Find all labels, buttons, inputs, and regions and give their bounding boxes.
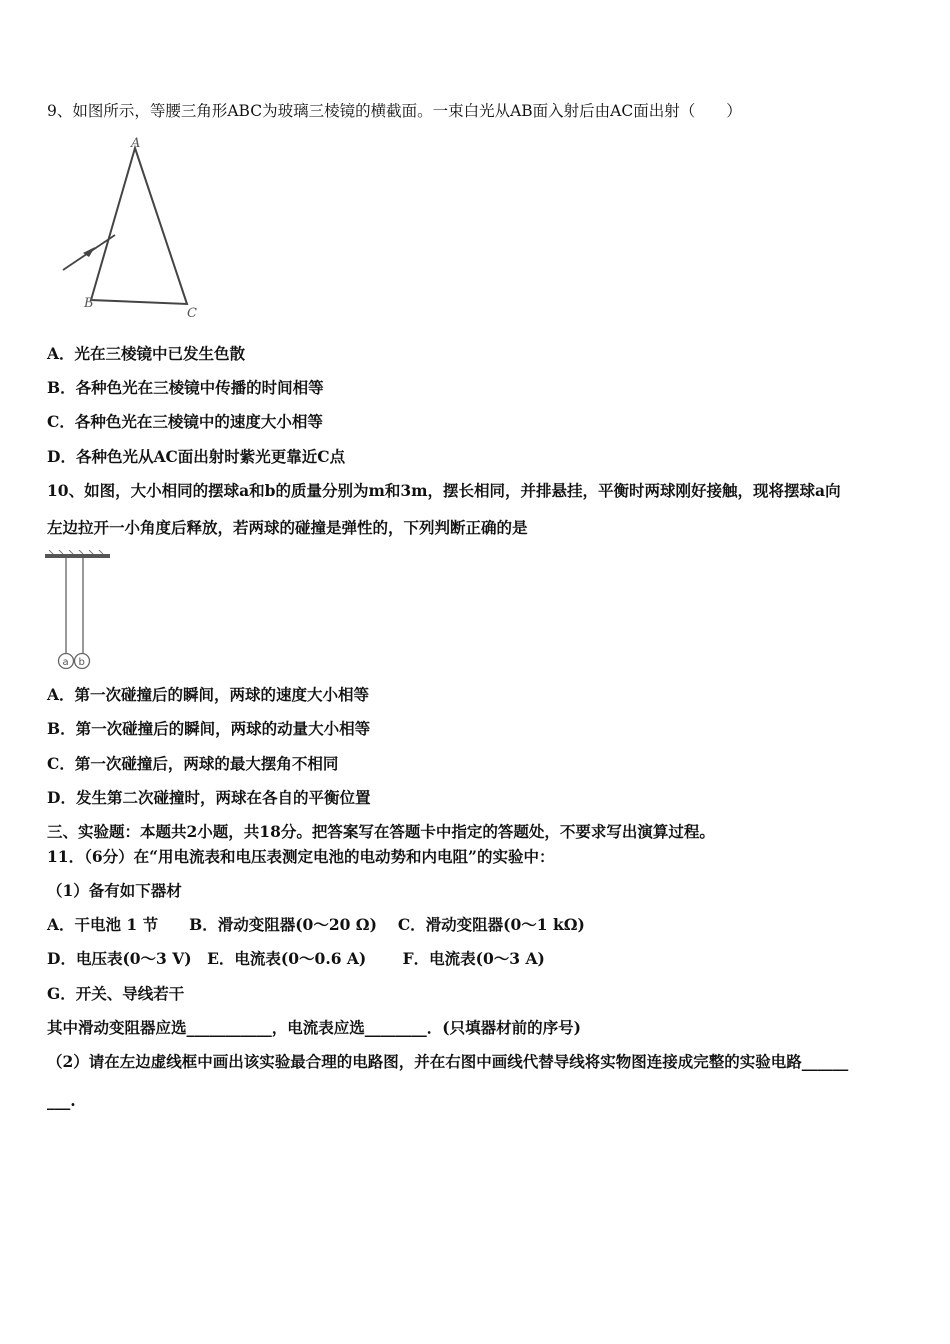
q9-option-c: C．各种色光在三棱镜中的速度大小相等 xyxy=(47,412,323,431)
q11-part2-line2: ___. xyxy=(47,1091,76,1110)
ball-b-label: b xyxy=(78,657,85,668)
q10-option-d: D．发生第二次碰撞时，两球在各自的平衡位置 xyxy=(47,788,371,807)
q9-option-a: A．光在三棱镜中已发生色散 xyxy=(47,344,246,363)
prism-figure xyxy=(55,135,205,320)
q11-equipment-row3: G．开关、导线若干 xyxy=(47,984,185,1003)
section3-heading: 三、实验题：本题共2小题，共18分。把答案写在答题卡中指定的答题处，不要求写出演算过程。 xyxy=(47,822,715,841)
q11-part1: （1）备有如下器材 xyxy=(47,881,182,900)
q9-stem: 9、如图所示，等腰三角形ABC为玻璃三棱镜的横截面。一束白光从AB面入射后由AC面出射（ ） xyxy=(47,102,742,120)
q10-stem-line1: 10、如图，大小相同的摆球a和b的质量分别为m和3m，摆长相同，并排悬挂，平衡时两球刚好接触，现将摆球a向 xyxy=(47,481,841,500)
q11-fill-blank: 其中滑动变阻器应选___________，电流表应选________．(只填器材前的序号) xyxy=(47,1018,581,1037)
label-vertex-b: B xyxy=(84,296,94,311)
q10-option-c: C．第一次碰撞后，两球的最大摆角不相同 xyxy=(47,754,339,773)
q11-equipment-row1: A．干电池 1 节 B．滑动变阻器(0～20 Ω) C．滑动变阻器(0～1 kΩ) xyxy=(47,915,585,934)
q10-option-a: A．第一次碰撞后的瞬间，两球的速度大小相等 xyxy=(47,685,370,704)
pendulum-figure xyxy=(45,550,120,672)
q9-option-b: B．各种色光在三棱镜中传播的时间相等 xyxy=(47,378,324,397)
q11-stem: 11．（6分）在“用电流表和电压表测定电池的电动势和内电阻”的实验中： xyxy=(47,847,555,866)
q10-stem-line2: 左边拉开一小角度后释放，若两球的碰撞是弹性的，下列判断正确的是 xyxy=(47,518,528,537)
q11-equipment-row2: D．电压表(0～3 V) E．电流表(0～0.6 A) F．电流表(0～3 A) xyxy=(47,949,545,968)
prism-triangle xyxy=(91,148,187,304)
label-vertex-c: C xyxy=(187,306,197,320)
q9-option-d: D．各种色光从AC面出射时紫光更靠近C点 xyxy=(47,447,346,466)
q10-option-b: B．第一次碰撞后的瞬间，两球的动量大小相等 xyxy=(47,719,371,738)
ceiling-bar xyxy=(45,554,110,558)
ball-a-label: a xyxy=(62,657,69,668)
label-vertex-a: A xyxy=(131,136,141,151)
q11-part2-line1: （2）请在左边虚线框中画出该实验最合理的电路图，并在右图中画线代替导线将实物图连接成完整的实验电路______ xyxy=(47,1052,849,1071)
